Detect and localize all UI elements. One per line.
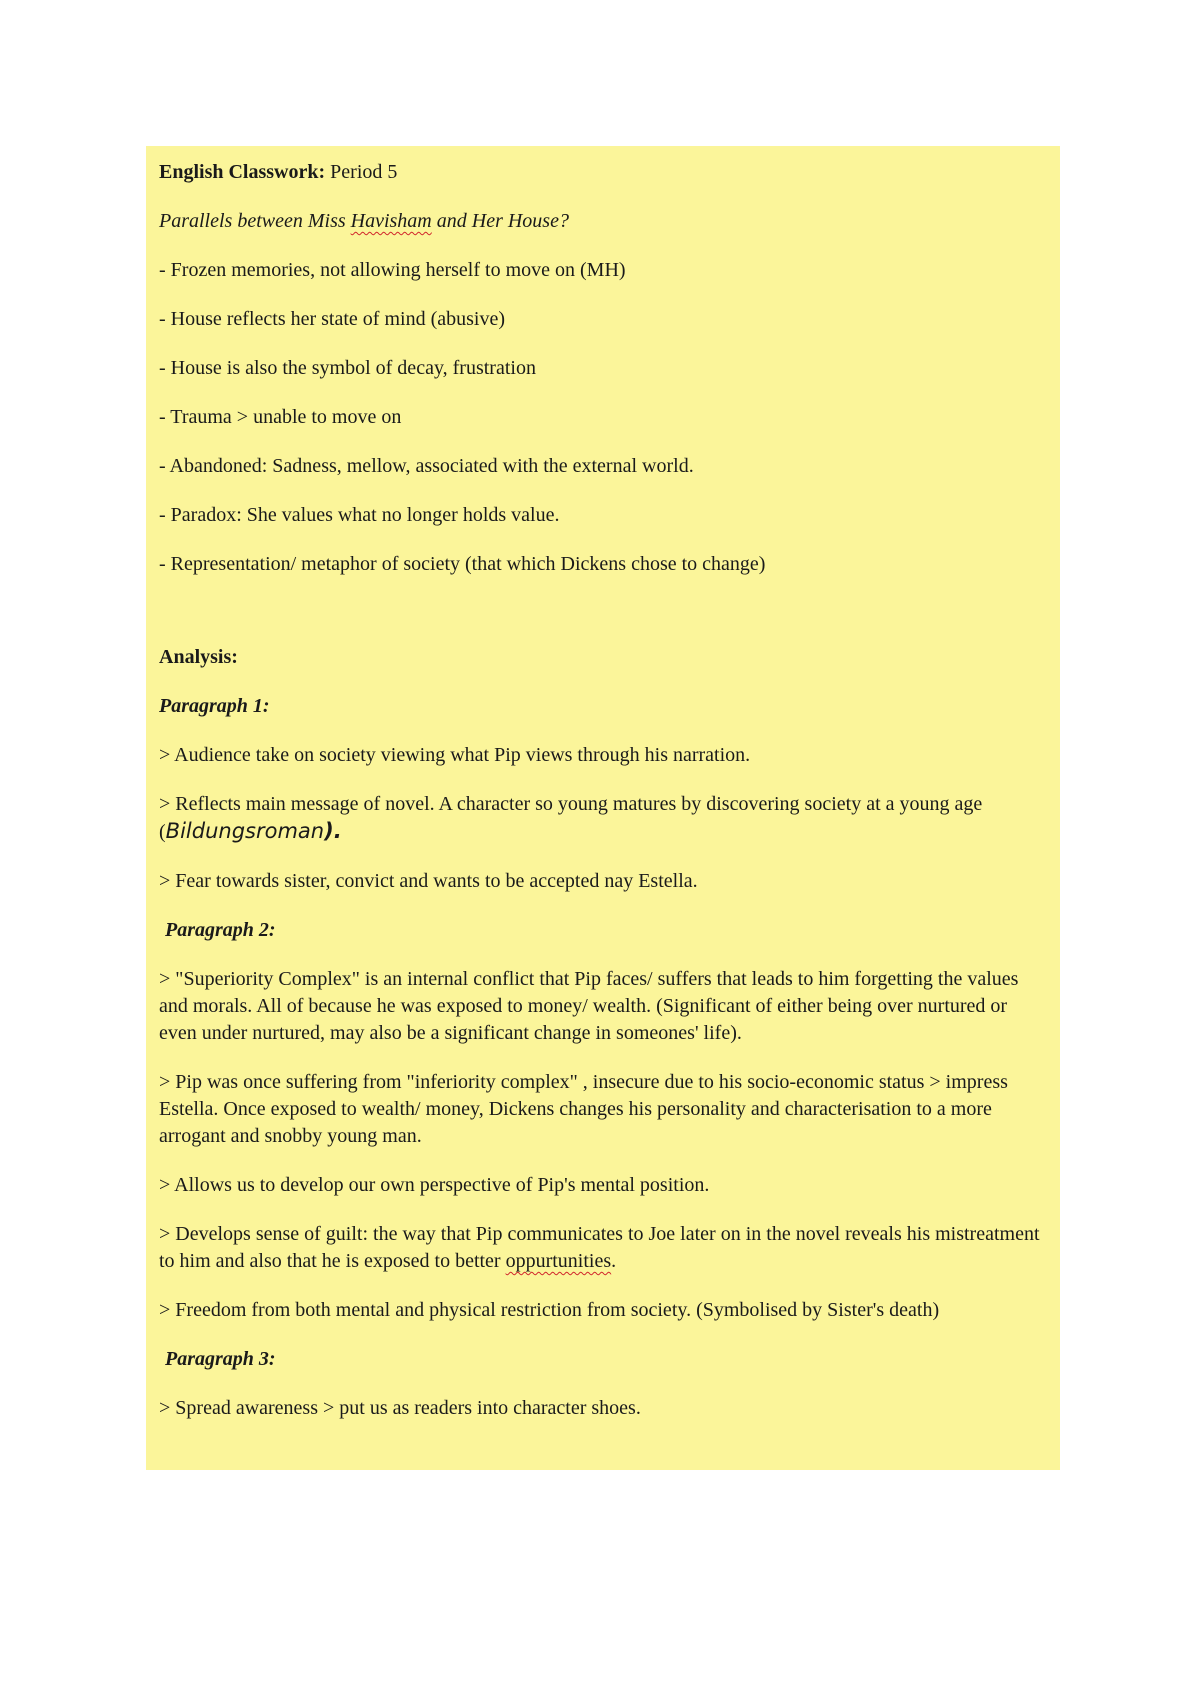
- misspelled-word[interactable]: Havisham: [350, 210, 432, 232]
- title-period: Period 5: [325, 161, 398, 183]
- misspelled-word[interactable]: oppurtunities: [505, 1250, 612, 1272]
- analysis-item-text: > Reflects main message of novel. A character so young matures by discovering society at a young age (: [159, 793, 983, 843]
- parallel-item: - House reflects her state of mind (abusive): [159, 308, 505, 330]
- analysis-item: > Freedom from both mental and physical restriction from society. (Symbolised by Sister's death): [159, 1299, 940, 1321]
- bildungsroman-close: ).: [324, 819, 342, 843]
- subtitle-text: Parallels between Miss: [159, 210, 351, 232]
- document-subtitle: [159, 208, 1046, 235]
- paragraph-3-heading: Paragraph 3:: [165, 1348, 276, 1370]
- paragraph-2-heading: Paragraph 2:: [165, 919, 276, 941]
- document-title: [159, 159, 1046, 186]
- bildungsroman-term: Bildungsroman: [165, 819, 325, 843]
- parallel-item: - Abandoned: Sadness, mellow, associated with the external world.: [159, 455, 694, 477]
- analysis-item: > Pip was once suffering from "inferiority complex" , insecure due to his socio-economic status > impress Estella. Once exposed to wealth/ money, Dickens changes his personality and characterisation to a more arrogant and snobby young man.: [159, 1071, 1008, 1147]
- title-bold: English Classwork:: [159, 161, 326, 183]
- parallel-item: - Paradox: She values what no longer holds value.: [159, 504, 560, 526]
- analysis-item: > Allows us to develop our own perspective of Pip's mental position.: [159, 1174, 710, 1196]
- analysis-item-guilt: [159, 1221, 1046, 1275]
- analysis-heading: Analysis:: [159, 646, 238, 668]
- parallel-item: - Representation/ metaphor of society (that which Dickens chose to change): [159, 553, 766, 575]
- subtitle-text-end: and Her House?: [431, 210, 569, 232]
- parallel-item: - House is also the symbol of decay, frustration: [159, 357, 536, 379]
- highlighted-note: [146, 146, 1060, 1470]
- analysis-item-text: > Develops sense of guilt: the way that Pip communicates to Joe later on in the novel reveals his mistreatment to him and also that he is exposed to better: [159, 1223, 1040, 1272]
- analysis-item-text-end: .: [611, 1250, 617, 1272]
- analysis-item: > Spread awareness > put us as readers into character shoes.: [159, 1397, 641, 1419]
- analysis-item: > "Superiority Complex" is an internal conflict that Pip faces/ suffers that leads to him forgetting the values and morals. All of because he was exposed to money/ wealth. (Significant of either being over nurtured or even under nurtured, may also be a significant change in someones' life).: [159, 968, 1019, 1044]
- parallel-item: - Frozen memories, not allowing herself to move on (MH): [159, 259, 626, 281]
- paragraph-1-heading: Paragraph 1:: [159, 695, 270, 717]
- blank-space: [159, 600, 1046, 644]
- parallel-item: - Trauma > unable to move on: [159, 406, 402, 428]
- analysis-item-bildungsroman: [159, 791, 1046, 846]
- analysis-item: > Audience take on society viewing what Pip views through his narration.: [159, 744, 751, 766]
- analysis-item: > Fear towards sister, convict and wants to be accepted nay Estella.: [159, 870, 698, 892]
